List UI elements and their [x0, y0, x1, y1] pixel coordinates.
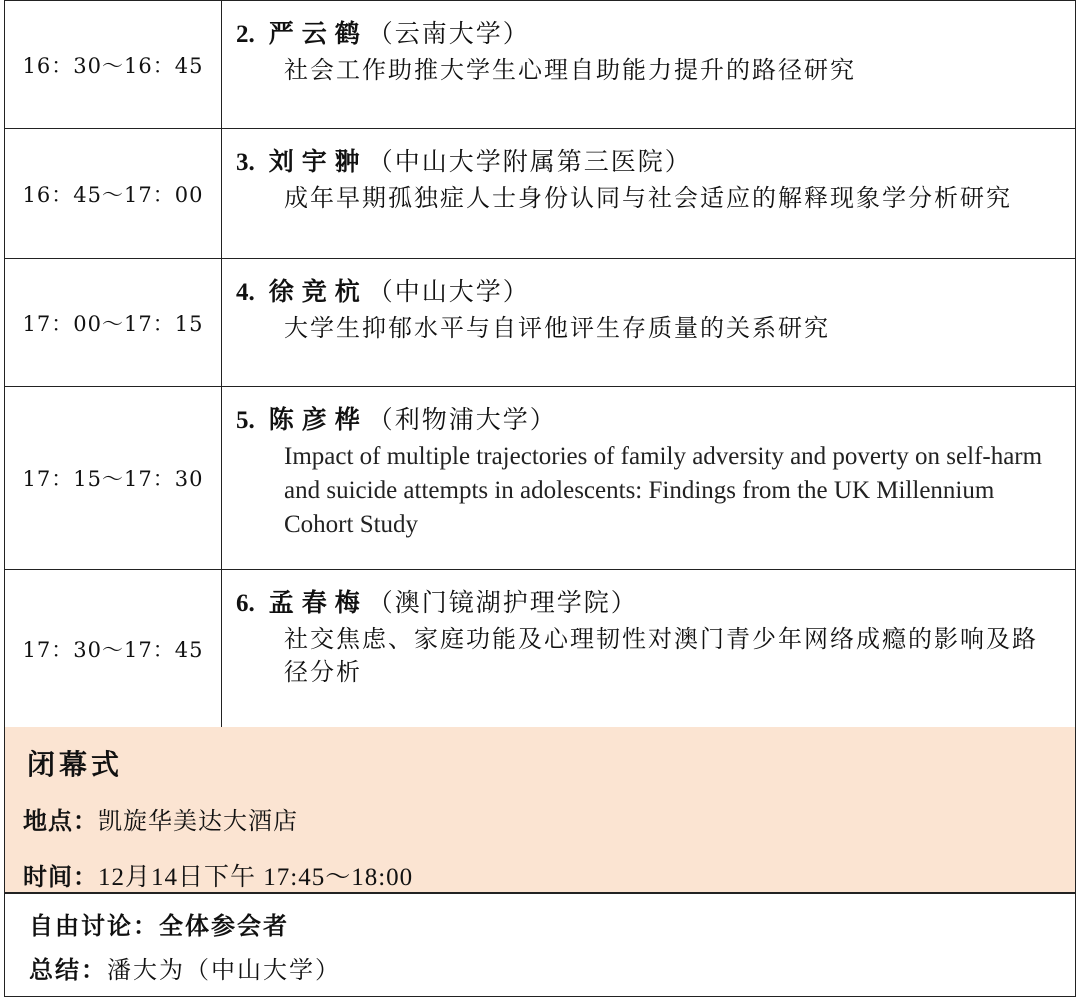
talk-number: 6. [236, 590, 255, 617]
speaker-name: 刘宇翀 [268, 147, 368, 176]
session-time: 16：30～16：45 [5, 1, 222, 129]
speaker-name: 严云鹤 [268, 19, 368, 48]
speaker-affiliation: （中山大学附属第三医院） [367, 147, 692, 176]
talk-title: 成年早期孤独症人士身份认同与社会适应的解释现象学分析研究 [284, 184, 1012, 212]
session-details [222, 129, 1076, 259]
speaker-name: 孟春梅 [268, 588, 368, 617]
closing-location [23, 801, 298, 836]
talk-header [236, 403, 1059, 438]
session-details [222, 570, 1076, 728]
summary-value: 潘大为（中山大学） [107, 956, 341, 984]
talk-title: 社会工作助推大学生心理自助能力提升的路径研究 [284, 56, 856, 84]
talk-number: 5. [236, 407, 255, 434]
closing-ceremony-section [4, 727, 1076, 893]
talk-title: 大学生抑郁水平与自评他评生存质量的关系研究 [284, 314, 830, 342]
talk-header [236, 275, 1059, 310]
time-label: 时间： [23, 862, 98, 891]
session-details [222, 387, 1076, 570]
schedule-table [4, 0, 1076, 728]
session-time: 16：45～17：00 [5, 129, 222, 259]
talk-number: 3. [236, 149, 255, 176]
session-row [5, 259, 1076, 387]
session-time: 17：30～17：45 [5, 570, 222, 728]
speaker-name: 陈彦桦 [268, 405, 368, 434]
discussion-value: 全体参会者 [159, 911, 289, 940]
session-row [5, 1, 1076, 129]
closing-time [23, 857, 413, 893]
talk-header [236, 586, 1059, 621]
session-row [5, 570, 1076, 728]
summary [29, 950, 341, 985]
talk-number: 2. [236, 21, 255, 48]
closing-heading: 闭幕式 [27, 748, 124, 781]
session-row [5, 387, 1076, 570]
discussion-label: 自由讨论： [29, 911, 159, 940]
summary-label: 总结： [29, 955, 107, 984]
session-details [222, 1, 1076, 129]
discussion-summary-section [4, 893, 1076, 997]
talk-title: Impact of multiple trajectories of family adversity and poverty on self-harm and suicide attempts in adolescents: Findings from the UK Millennium Cohort Study [284, 443, 1043, 538]
free-discussion [29, 906, 289, 941]
talk-header [236, 17, 1059, 52]
session-row [5, 129, 1076, 259]
location-label: 地点： [23, 806, 98, 835]
session-time: 17：00～17：15 [5, 259, 222, 387]
time-value: 12月14日下午 17:45～18:00 [98, 864, 414, 891]
speaker-affiliation: （云南大学） [367, 19, 530, 48]
speaker-affiliation: （澳门镜湖护理学院） [367, 588, 638, 617]
speaker-affiliation: （中山大学） [367, 277, 530, 306]
talk-header [236, 145, 1059, 180]
location-value: 凯旋华美达大酒店 [98, 807, 298, 835]
session-time: 17：15～17：30 [5, 387, 222, 570]
speaker-affiliation: （利物浦大学） [367, 405, 557, 434]
session-details [222, 259, 1076, 387]
talk-number: 4. [236, 279, 255, 306]
talk-title: 社交焦虑、家庭功能及心理韧性对澳门青少年网络成瘾的影响及路径分析 [284, 625, 1038, 686]
speaker-name: 徐竞杭 [268, 277, 368, 306]
